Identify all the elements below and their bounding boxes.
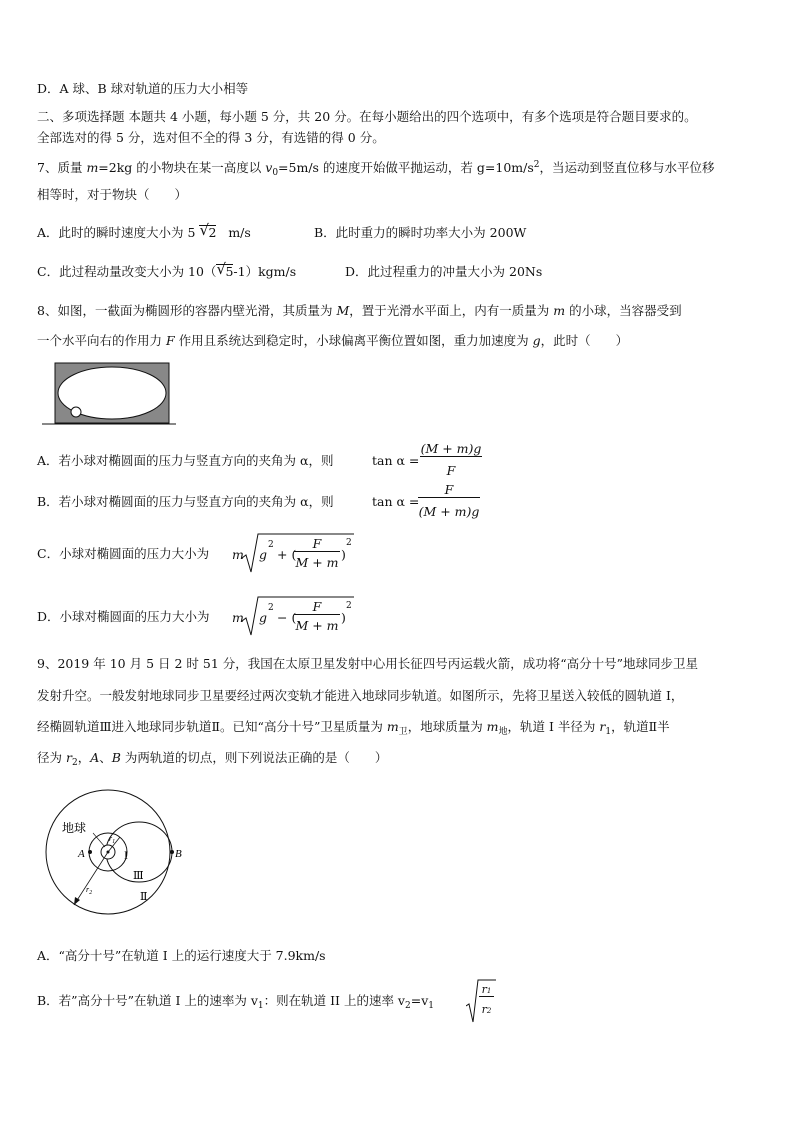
q9-symbol: A: [90, 750, 100, 765]
q8-option-c-formula: [232, 532, 362, 576]
sqrt-symbol: √ 5: [216, 260, 234, 279]
exponent: 2: [268, 540, 274, 550]
q9-stem-line3: [37, 718, 670, 741]
q9-subscript: 地: [498, 727, 508, 737]
q7-text: ，当运动到竖直位移与水平位移: [539, 160, 715, 175]
q8-symbol: M: [336, 303, 350, 318]
option-d-previous: D．A 球、B 球对轨道的压力大小相等: [37, 81, 249, 96]
operator: − (: [277, 610, 297, 625]
q8-text: 作用且系统达到稳定时，小球偏离平衡位置如图，重力加速度为: [174, 333, 533, 348]
exponent: 2: [268, 603, 274, 613]
point-a-dot: [88, 850, 92, 854]
q9-text: 经椭圆轨道Ⅲ进入地球同步轨道Ⅱ。已知“高分十号”卫星质量为: [37, 719, 387, 734]
operator: + (: [277, 547, 297, 562]
r2-label: [86, 885, 92, 896]
q7-option-a-text: A．此时的瞬时速度大小为 5: [37, 225, 196, 240]
r1-label: [109, 834, 115, 845]
q7-text: 7、质量: [37, 160, 87, 175]
q9-stem-line1: 9、2019 年 10 月 5 日 2 时 51 分，我国在太原卫星发射中心用长征四号丙运载火箭，成功将“高分十号”地球同步卫星: [37, 656, 699, 671]
q9-text: ，地球质量为: [407, 719, 487, 734]
point-a-label: A: [78, 848, 85, 860]
exponent: 2: [346, 538, 352, 548]
q9-symbol: m: [486, 719, 499, 734]
q9-option-b-text: ：则在轨道 II 上的速率 v: [263, 993, 405, 1008]
r-symbol: r: [481, 1003, 487, 1016]
q9-symbol: m: [386, 719, 399, 734]
q9-option-b-sqrt-ratio: [466, 978, 496, 1024]
fraction-denominator: F: [446, 463, 456, 478]
q8-text: 8、如图，一截面为椭圆形的容器内壁光滑，其质量为: [37, 303, 337, 318]
q7-option-c: [37, 260, 297, 281]
r1-subscript: 1: [112, 839, 116, 845]
q7-option-a: [37, 221, 251, 242]
q9-subscript: 卫: [398, 727, 408, 737]
q9-text: ，轨道 I 半径为: [507, 719, 600, 734]
q8-text: 的小球，当容器受到: [565, 303, 682, 318]
q7-text: =5m/s 的速度开始做平抛运动，若 g=10m/s: [278, 160, 534, 175]
subscript: 1: [486, 987, 492, 995]
q8-symbol: m: [553, 303, 566, 318]
fraction-denominator: M + m: [295, 555, 339, 570]
q7-subscript: 0: [272, 168, 279, 178]
q8-text: ，此时（ ）: [540, 333, 629, 348]
q9-subscript: 2: [404, 1001, 411, 1011]
small-ball: [71, 407, 81, 417]
q7-option-b: B．此时重力的瞬时功率大小为 200W: [314, 225, 527, 240]
fraction-denominator: M + m: [295, 618, 339, 633]
ellipse-container-figure: [42, 359, 176, 429]
operator: ): [341, 547, 346, 562]
q7-option-c-text: C．此过程动量改变大小为 10（: [37, 264, 217, 279]
orbit-ii-label: Ⅱ: [140, 891, 148, 903]
q7-text: =2kg 的小物块在某一高度以: [98, 160, 266, 175]
point-b-label: B: [175, 848, 182, 860]
q9-symbol: B: [111, 750, 121, 765]
q8-option-a: A．若小球对椭圆面的压力与竖直方向的夹角为 α，则: [37, 453, 334, 468]
tan-alpha: tan α =: [372, 494, 420, 509]
r-symbol: r: [86, 885, 90, 894]
q8-option-c: C．小球对椭圆面的压力大小为: [37, 546, 210, 561]
q8-option-d-formula: [232, 595, 362, 639]
fraction-numerator: F: [294, 536, 340, 552]
q8-text: 一个水平向右的作用力: [37, 333, 166, 348]
orbit-i-label: I: [124, 848, 128, 862]
q7-mass-symbol: m: [86, 160, 99, 175]
point-b-dot: [170, 850, 174, 854]
q9-stem-line2: 发射升空。一般发射地球同步卫星要经过两次变轨才能进入地球同步轨道。如图所示，先将卫星送入较低的圆轨道 I，: [37, 688, 684, 703]
tan-alpha: tan α =: [372, 453, 420, 468]
q8-option-d: D．小球对椭圆面的压力大小为: [37, 609, 210, 624]
q8-option-b: B．若小球对椭圆面的压力与竖直方向的夹角为 α，则: [37, 494, 334, 509]
fraction-denominator: [479, 1003, 494, 1016]
q7-option-c-text: -1）kgm/s: [233, 264, 297, 279]
q9-symbol: r: [599, 719, 606, 734]
q9-subscript: 2: [71, 758, 78, 768]
earth-label: 地球: [62, 821, 87, 835]
fraction-numerator: [479, 983, 494, 997]
q9-text: 径为: [37, 750, 66, 765]
q9-option-a: A．“高分十号”在轨道 I 上的运行速度大于 7.9km/s: [37, 948, 326, 963]
q9-subscript: 1: [428, 1001, 434, 1011]
q9-text: 、: [99, 750, 112, 765]
operator: ): [341, 610, 346, 625]
q7-stem-line1: [37, 156, 715, 182]
q7-stem-line2: 相等时，对于物块（ ）: [37, 187, 188, 202]
q9-text: ，轨道Ⅱ半: [611, 719, 670, 734]
fraction-numerator: F: [418, 482, 480, 498]
q7-option-a-unit: m/s: [228, 225, 251, 240]
sqrt-symbol: √ 2: [199, 221, 217, 240]
q8-text: ，置于光滑水平面上，内有一质量为: [349, 303, 554, 318]
mass-m: m: [232, 610, 244, 625]
g-symbol: g: [259, 547, 268, 562]
q7-velocity-symbol: v: [265, 160, 273, 175]
fraction-numerator: (M + m)g: [420, 441, 482, 456]
exponent: 2: [346, 601, 352, 611]
q9-subscript: 1: [605, 727, 612, 737]
q9-stem-line4: [37, 749, 387, 772]
r2-arrowhead: [74, 897, 80, 905]
q9-symbol: r: [65, 750, 72, 765]
orbit-iii-label: Ⅲ: [133, 870, 144, 882]
g-symbol: g: [259, 610, 268, 625]
section-header-line2: 全部选对的得 5 分，选对但不全的得 3 分，有选错的得 0 分。: [37, 130, 385, 145]
section-header-line1: 二、多项选择题 本题共 4 小题，每小题 5 分，共 20 分。在每小题给出的四个选项中，有多个选项是符合题目要求的。: [37, 109, 697, 124]
q9-option-b: [37, 992, 434, 1015]
q8-stem-line2: [37, 332, 628, 350]
q9-text: ，: [77, 750, 91, 765]
q8-symbol: g: [532, 333, 541, 348]
r-symbol: r: [109, 834, 113, 843]
radicand: 5: [225, 264, 234, 279]
q7-option-d: D．此过程重力的冲量大小为 20Ns: [345, 264, 543, 279]
radicand: 2: [208, 225, 217, 240]
q8-stem-line1: [37, 302, 682, 320]
q9-subscript: 1: [257, 1001, 264, 1011]
subscript: 2: [486, 1007, 492, 1015]
fraction-denominator: (M + m)g: [418, 504, 480, 519]
orbit-figure: [38, 788, 188, 918]
q9-option-b-text: =v: [410, 993, 429, 1008]
q8-symbol: F: [165, 333, 175, 348]
mass-m: m: [232, 547, 244, 562]
fraction-numerator: F: [294, 599, 340, 615]
q9-option-b-text: B．若”高分十号”在轨道 I 上的速率为 v: [37, 993, 258, 1008]
q7-superscript: 2: [533, 160, 540, 170]
r2-subscript: 2: [89, 890, 93, 896]
r-symbol: r: [481, 983, 487, 996]
q9-text: 为两轨道的切点，则下列说法正确的是（ ）: [120, 750, 388, 765]
